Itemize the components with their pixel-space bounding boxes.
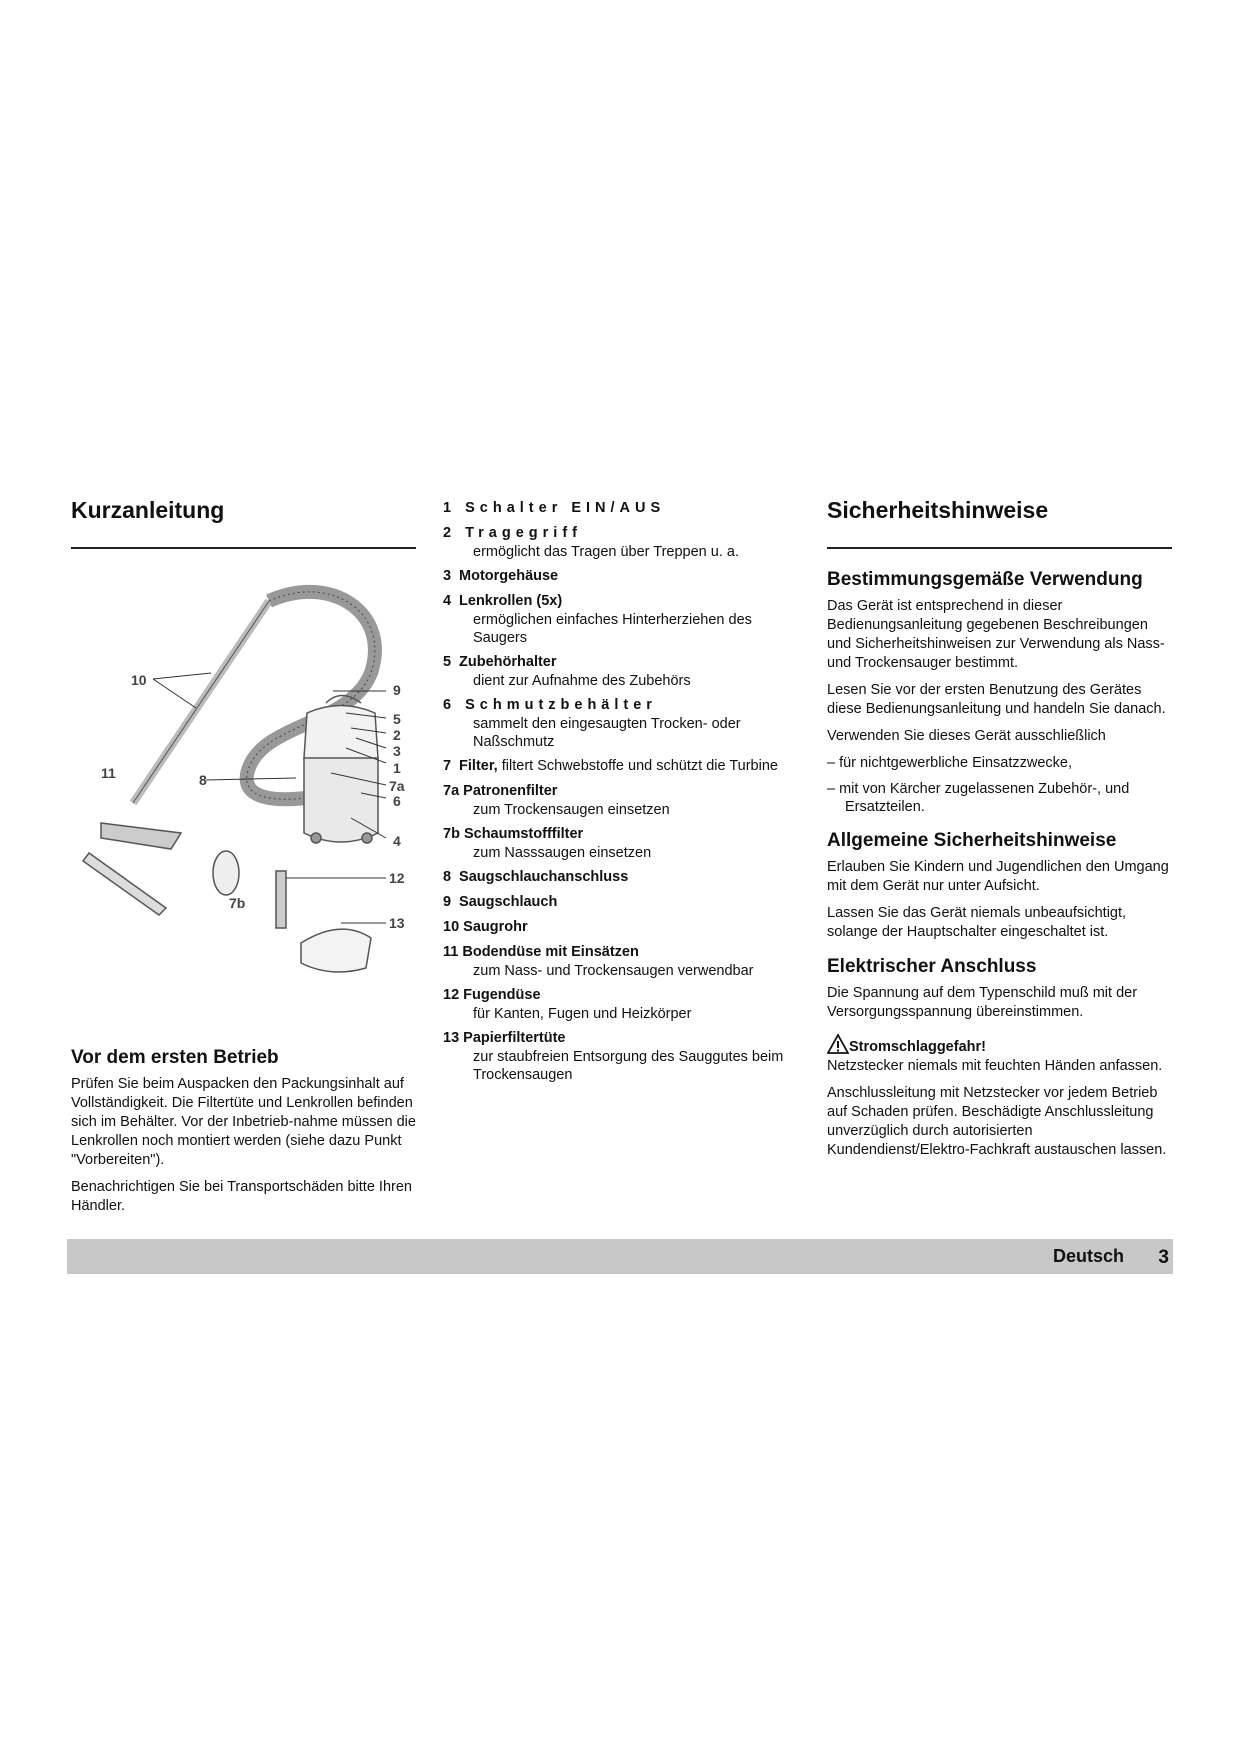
left-column (71, 490, 416, 1224)
part-item-9 (443, 893, 788, 912)
part-name: Papierfiltertüte (463, 1030, 566, 1046)
part-number: 11 (443, 944, 459, 960)
part-name: Tragegriff (465, 525, 582, 541)
part-description: zum Nasssaugen einsetzen (473, 845, 652, 861)
part-number: 9 (443, 894, 452, 910)
figure-label-11: 11 (101, 765, 116, 781)
warning-heading (827, 1034, 1172, 1057)
section-allgemeine-sicherheitshinweise (827, 830, 1172, 942)
part-number: 7 (443, 758, 452, 774)
figure-label-5: 5 (393, 711, 401, 727)
part-number: 4 (443, 593, 452, 609)
part-description: ermöglichen einfaches Hinterherziehen des Saugers (473, 612, 752, 646)
footer-bar (67, 1239, 1173, 1274)
parts-list-column (443, 499, 788, 1090)
title-rule (827, 547, 1172, 549)
figure-label-4: 4 (393, 833, 401, 849)
figure-label-2: 2 (393, 727, 401, 743)
part-item-10 (443, 918, 788, 937)
part-description: ermöglicht das Tragen über Treppen u. a. (473, 544, 739, 560)
part-item-7a (443, 782, 788, 819)
figure-label-10: 10 (131, 672, 147, 688)
figure-label-12: 12 (389, 870, 405, 886)
section-title-vor-dem-ersten-betrieb: Vor dem ersten Betrieb (71, 1047, 279, 1068)
figure-label-8: 8 (199, 772, 207, 788)
section-title: Bestimmungsgemäße Verwendung (827, 569, 1143, 590)
part-item-1 (443, 499, 788, 518)
bullet-item: – für nichtgewerbliche Einsatzzwecke, (827, 755, 1073, 771)
section-bestimmungsgemaesse-verwendung (827, 569, 1172, 816)
paragraph: Erlauben Sie Kindern und Jugendlichen den Umgang mit dem Gerät nur unter Aufsicht. (827, 859, 1169, 894)
part-description: sammelt den eingesaugten Trocken- oder Naßschmutz (473, 716, 741, 750)
paragraph: Prüfen Sie beim Auspacken den Packungsinhalt auf Vollständigkeit. Die Filtertüte und Lenkrollen befinden sich im Behälter. Vor der Inbetrieb-nahme müssen die Lenkrollen noch montiert werden (siehe dazu Punkt "Vorbereiten"). (71, 1076, 416, 1168)
part-name: Schmutzbehälter (465, 697, 657, 713)
figure-label-9: 9 (393, 682, 401, 698)
figure-label-1: 1 (393, 760, 401, 776)
paragraph: Lassen Sie das Gerät niemals unbeaufsichtigt, solange der Hauptschalter eingeschaltet ist. (827, 905, 1127, 940)
part-item-3 (443, 567, 788, 586)
part-name: Saugschlauch (459, 894, 558, 910)
part-number: 10 (443, 919, 460, 935)
page-number: 3 (1158, 1247, 1169, 1268)
part-number: 12 (443, 987, 460, 1003)
part-number: 3 (443, 568, 452, 584)
part-item-7b (443, 825, 788, 862)
warning-text: Stromschlaggefahr! (849, 1039, 986, 1055)
part-item-5 (443, 653, 788, 690)
part-name: Lenkrollen (5x) (459, 593, 563, 609)
part-description: zum Trockensaugen einsetzen (473, 802, 670, 818)
part-number: 7b (443, 826, 460, 842)
title-rule (71, 547, 416, 549)
paragraph: Anschlussleitung mit Netzstecker vor jedem Betrieb auf Schaden prüfen. Beschädigte Anschlussleitung unverzüglich durch autorisierten Kundendienst/Elektro-Fachkraft austauschen lassen. (827, 1085, 1167, 1158)
figure-label-3: 3 (393, 743, 401, 759)
part-number: 8 (443, 869, 452, 885)
bullet-item: – mit von Kärcher zugelassenen Zubehör-, und Ersatzteilen. (827, 781, 1130, 815)
part-name: Zubehörhalter (459, 654, 557, 670)
warning-triangle-icon (827, 1034, 849, 1054)
paragraph: Netzstecker niemals mit feuchten Händen anfassen. (827, 1058, 1163, 1074)
part-name: Patronenfilter (463, 783, 558, 799)
part-name: Filter, (459, 758, 498, 774)
paragraph: Die Spannung auf dem Typenschild muß mit der Versorgungsspannung übereinstimmen. (827, 985, 1138, 1020)
figure-label-13: 13 (389, 915, 405, 931)
part-name: Schaumstofffilter (463, 826, 584, 842)
part-item-11 (443, 943, 788, 980)
part-name: Schalter EIN/AUS (465, 500, 666, 516)
part-name: Fugendüse (463, 987, 541, 1003)
part-description: zum Nass- und Trockensaugen verwendbar (473, 963, 754, 979)
part-number: 5 (443, 654, 452, 670)
part-name: Saugschlauchanschluss (459, 869, 629, 885)
page-title-kurzanleitung: Kurzanleitung (71, 497, 225, 523)
part-item-4 (443, 592, 788, 647)
parts-list (443, 499, 788, 1084)
part-description: für Kanten, Fugen und Heizkörper (473, 1006, 692, 1022)
section-title: Elektrischer Anschluss (827, 956, 1037, 977)
right-column (827, 490, 1172, 1168)
part-name: Motorgehäuse (459, 568, 559, 584)
paragraph: Das Gerät ist entsprechend in dieser Bedienungsanleitung gegebenen Beschreibungen und Sicherheitshinweisen zur Verwendung als Nass- und Trockensauger bestimmt. (827, 598, 1165, 671)
figure-label-6: 6 (393, 793, 401, 809)
paragraph: Benachrichtigen Sie bei Transportschäden bitte Ihren Händler. (71, 1179, 412, 1214)
part-number: 6 (443, 697, 457, 713)
part-item-12 (443, 986, 788, 1023)
figure-label-7a: 7a (389, 778, 405, 794)
part-name: Saugrohr (463, 919, 528, 935)
part-name: Bodendüse mit Einsätzen (462, 944, 639, 960)
paragraph: Verwenden Sie dieses Gerät ausschließlich (827, 728, 1106, 744)
part-number: 1 (443, 500, 457, 516)
vacuum-cleaner-illustration (71, 553, 416, 1013)
section-elektrischer-anschluss (827, 956, 1172, 1160)
section-title: Allgemeine Sicherheitshinweise (827, 830, 1117, 851)
part-item-6 (443, 696, 788, 751)
page-title-sicherheitshinweise: Sicherheitshinweise (827, 497, 1049, 523)
part-description: dient zur Aufnahme des Zubehörs (473, 673, 691, 689)
figure-label-7b: 7b (229, 895, 246, 911)
footer-language: Deutsch (1052, 1246, 1124, 1266)
paragraph: Lesen Sie vor der ersten Benutzung des Gerätes diese Bedienungsanleitung und handeln Sie danach. (827, 682, 1166, 717)
part-item-2 (443, 524, 788, 561)
part-item-7 (443, 757, 788, 776)
part-item-8 (443, 868, 788, 887)
part-number: 13 (443, 1030, 460, 1046)
part-inline-description: filtert Schwebstoffe und schützt die Turbine (501, 758, 778, 774)
part-item-13 (443, 1029, 788, 1084)
vacuum-drawing (71, 553, 416, 1013)
part-number: 2 (443, 525, 457, 541)
part-description: zur staubfreien Entsorgung des Sauggutes beim Trockensaugen (473, 1049, 784, 1083)
part-number: 7a (443, 783, 460, 799)
